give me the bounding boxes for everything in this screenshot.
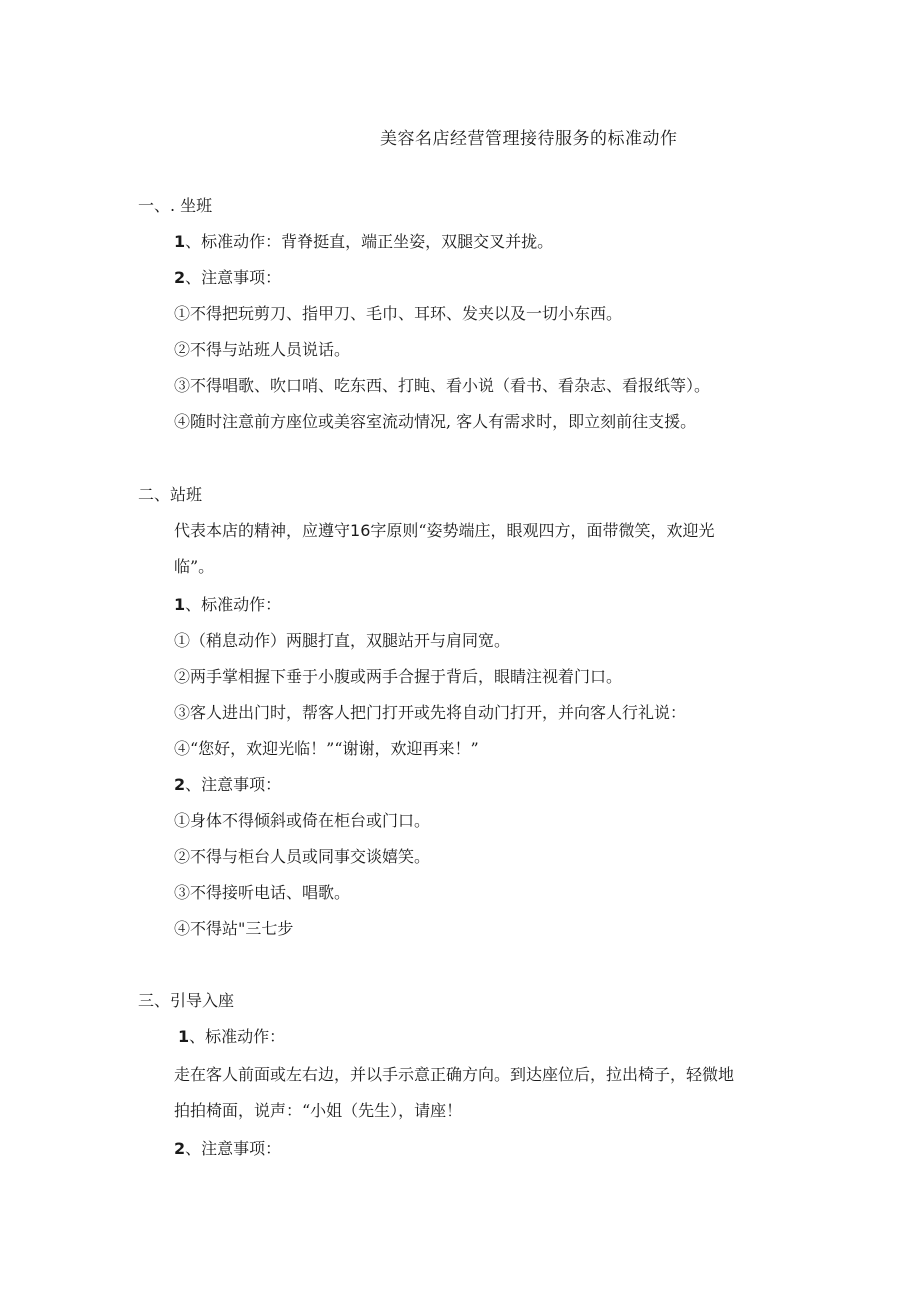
s1-standard-action <box>174 232 553 252</box>
s2-action-1: ①（稍息动作）两腿打直，双腿站开与肩同宽。 <box>174 631 511 650</box>
item-number: 1 <box>174 232 186 251</box>
s2-note-2: ②不得与柜台人员或同事交谈嬉笑。 <box>174 847 431 866</box>
section-heading-guide-seating: 三、引导入座 <box>138 991 235 1010</box>
s1-note-2: ②不得与站班人员说话。 <box>174 340 351 359</box>
s2-note-4: ④不得站"三七步 <box>174 919 294 938</box>
s1-note-3: ③不得唱歌、吹口哨、吃东西、打盹、看小说（看书、看杂志、看报纸等）。 <box>174 376 711 395</box>
s2-intro-line-2: 临”。 <box>174 557 215 576</box>
item-number: 2 <box>174 268 186 287</box>
s2-action-2: ②两手掌相握下垂于小腹或两手合握于背后，眼睛注视着门口。 <box>174 667 623 686</box>
item-number: 1 <box>174 595 186 614</box>
section-heading-standing: 二、站班 <box>138 485 203 504</box>
s2-intro-line-1 <box>174 521 715 541</box>
s1-notes-label <box>174 268 281 288</box>
intro-text: 代表本店的精神，应遵守 <box>174 521 351 540</box>
document-title: 美容名店经营管理接待服务的标准动作 <box>380 129 678 149</box>
s1-note-4: ④随时注意前方座位或美容室流动情况, 客人有需求时，即立刻前往支援。 <box>174 412 697 431</box>
s1-note-1: ①不得把玩剪刀、指甲刀、毛巾、耳环、发夹以及一切小东西。 <box>174 304 623 323</box>
item-number: 2 <box>174 775 186 794</box>
s3-notes-label <box>174 1139 281 1159</box>
intro-number: 16 <box>350 521 371 540</box>
item-text: 、注意事项： <box>185 268 282 287</box>
item-number: 1 <box>178 1027 190 1046</box>
s2-note-3: ③不得接听电话、唱歌。 <box>174 883 351 902</box>
item-text: 、标准动作： <box>189 1027 286 1046</box>
s2-action-4: ④“您好，欢迎光临！”“谢谢，欢迎再来！” <box>174 739 479 758</box>
s3-paragraph-line-2: 拍拍椅面，说声：“小姐（先生），请座！ <box>174 1101 463 1120</box>
s2-notes-label <box>174 775 281 795</box>
item-text: 、注意事项： <box>185 1139 282 1158</box>
s3-standard-action <box>178 1027 285 1047</box>
item-text: 、注意事项： <box>185 775 282 794</box>
s2-action-3: ③客人进出门时，帮客人把门打开或先将自动门打开，并向客人行礼说： <box>174 703 687 722</box>
s3-paragraph-line-1: 走在客人前面或左右边，并以手示意正确方向。到达座位后，拉出椅子，轻微地 <box>174 1065 735 1084</box>
item-text: 、标准动作：背脊挺直，端正坐姿，双腿交叉并拢。 <box>185 232 554 251</box>
s2-standard-action <box>174 595 281 615</box>
item-text: 、标准动作： <box>185 595 282 614</box>
item-number: 2 <box>174 1139 186 1158</box>
section-heading-sitting: 一、. 坐班 <box>138 196 213 215</box>
s2-note-1: ①身体不得倾斜或倚在柜台或门口。 <box>174 811 431 830</box>
intro-text: 字原则“姿势端庄，眼观四方，面带微笑，欢迎光 <box>370 521 715 540</box>
